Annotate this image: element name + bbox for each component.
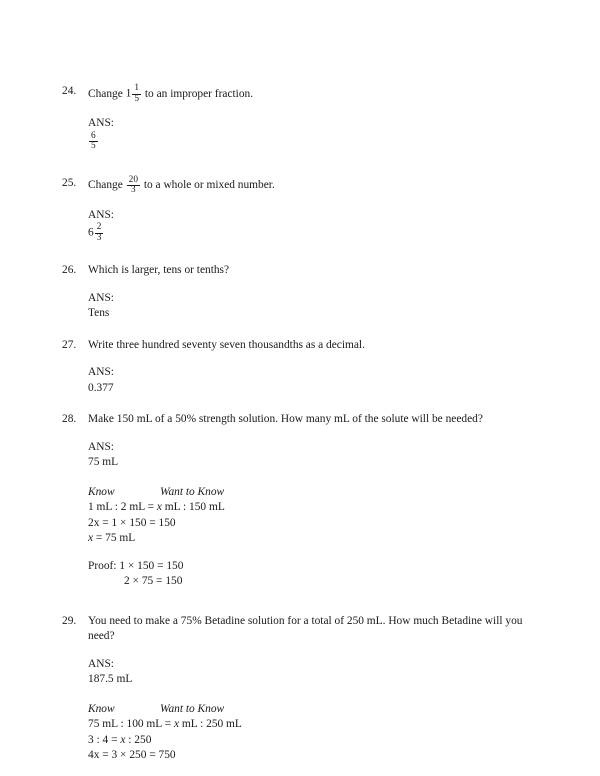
work-header-want-to-know: Want to Know	[160, 702, 225, 715]
fraction-numerator: 6	[91, 130, 96, 141]
answer-label: ANS:	[88, 208, 114, 221]
question-text: You need to make a 75% Betadine solution for a total of 250 mL. How much Betadine will you need?	[88, 614, 523, 643]
proof-line: Proof: 1 × 150 = 150	[88, 559, 184, 572]
proof-block	[88, 559, 532, 590]
answer-value: 0.377	[88, 381, 114, 394]
question-text-before: Change	[88, 87, 123, 100]
work-header	[88, 702, 532, 718]
question-line	[62, 176, 532, 196]
question-block-26	[62, 263, 532, 322]
work-header	[88, 485, 532, 501]
work-header-know: Know	[88, 485, 115, 498]
fraction-denominator: 5	[134, 93, 140, 104]
work-line: 75 mL : 100 mL = x mL : 250 mL	[88, 718, 242, 731]
fraction-numerator: 2	[96, 222, 102, 233]
question-block-25	[62, 176, 532, 244]
question-number: 28.	[62, 413, 77, 426]
question-block-27	[62, 338, 532, 397]
work-header-know: Know	[88, 702, 115, 715]
question-block-24	[62, 84, 532, 152]
question-line	[62, 263, 532, 279]
inline-fraction	[132, 84, 141, 104]
answer-value	[88, 132, 532, 152]
question-text	[88, 174, 275, 196]
fraction-numerator: 20	[128, 174, 138, 185]
question-line	[62, 412, 532, 428]
work-line: x = 75 mL	[88, 532, 136, 545]
work-block	[62, 702, 532, 764]
question-text	[88, 83, 254, 104]
question-block-28	[62, 412, 532, 590]
question-text-after: to an improper fraction.	[144, 87, 254, 100]
question-text: Make 150 mL of a 50% strength solution. How many mL of the solute will be needed?	[88, 413, 483, 426]
question-text-after: to a whole or mixed number.	[143, 179, 275, 192]
answer-fraction	[89, 132, 98, 152]
question-line	[62, 338, 532, 354]
work-header-want-to-know: Want to Know	[160, 485, 225, 498]
document-content	[62, 84, 532, 764]
answer-block	[62, 291, 532, 322]
question-number: 24.	[62, 85, 77, 97]
question-text: Which is larger, tens or tenths?	[88, 264, 230, 277]
question-number: 29.	[62, 614, 77, 627]
answer-label: ANS:	[88, 440, 114, 453]
answer-block	[62, 365, 532, 396]
work-line: 4x = 3 × 250 = 750	[88, 749, 176, 762]
fraction-denominator: 5	[91, 141, 96, 152]
question-number: 25.	[62, 176, 77, 189]
answer-value	[88, 223, 532, 243]
answer-block	[62, 657, 532, 688]
fraction-denominator: 3	[127, 185, 140, 196]
work-line: 1 mL : 2 mL = x mL : 150 mL	[88, 501, 225, 514]
answer-mixed-number	[88, 223, 104, 243]
answer-value: 75 mL	[88, 456, 119, 469]
answer-block	[62, 116, 532, 152]
answer-label: ANS:	[88, 657, 114, 670]
answer-block	[62, 440, 532, 471]
fraction-numerator: 1	[134, 83, 140, 93]
answer-value: 187.5 mL	[88, 673, 133, 686]
question-line	[62, 84, 532, 104]
question-text-before: Change	[88, 179, 123, 192]
question-text: Write three hundred seventy seven thousandths as a decimal.	[88, 338, 365, 351]
work-line: 3 : 4 = x : 250	[88, 733, 152, 746]
inline-mixed-number	[126, 84, 142, 104]
mixed-whole: 6	[88, 226, 94, 239]
answer-label: ANS:	[88, 366, 114, 379]
work-line: 2x = 1 × 150 = 150	[88, 516, 176, 529]
inline-fraction	[127, 176, 140, 196]
question-line	[62, 614, 532, 645]
work-block	[62, 485, 532, 590]
question-number: 27.	[62, 338, 77, 351]
answer-value: Tens	[88, 307, 110, 320]
mixed-whole: 1	[125, 87, 132, 100]
question-block-29	[62, 614, 532, 764]
answer-label: ANS:	[88, 291, 114, 304]
question-number: 26.	[62, 264, 77, 277]
answer-block	[62, 208, 532, 244]
answer-fraction	[95, 223, 104, 243]
proof-line: 2 × 75 = 150	[124, 575, 183, 588]
answer-label: ANS:	[88, 117, 114, 130]
fraction-denominator: 3	[96, 232, 102, 243]
